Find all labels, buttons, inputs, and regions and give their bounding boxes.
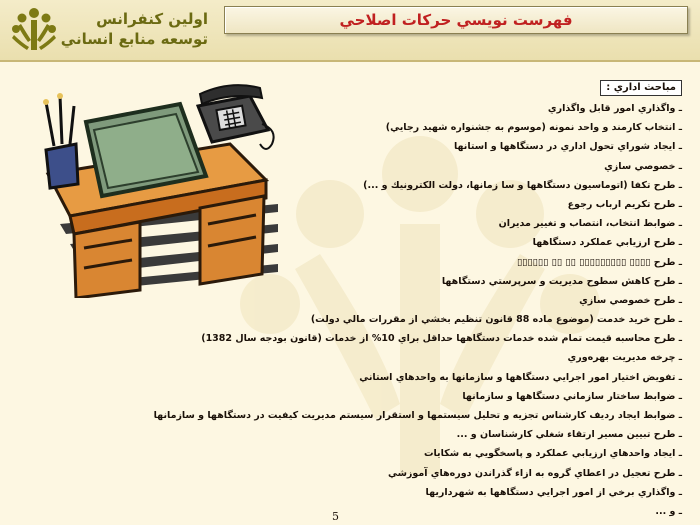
list-item: ـ طرح خريد خدمت (موضوع ماده 88 قانون تنظيم بخشي از مقررات مالي دولت)	[310, 314, 682, 326]
list-item: ـ طرح تبيين مسير ارتقاء شغلي كارشناسان و ...	[456, 429, 682, 441]
list-items	[153, 99, 682, 521]
list-heading: مباحث اداري :	[600, 80, 682, 96]
page-title: فهرست نويسي حركات اصلاحي	[339, 11, 573, 29]
list-item: ـ طرح تعجيل در اعطاي گروه به ازاء گذراندن دوره‌هاي آموزشي	[387, 467, 682, 479]
header-bar	[0, 0, 700, 62]
list-item: ـ انتخاب كارمند و واحد نمونه (موسوم به جشنواره شهيد رجايي)	[385, 122, 682, 134]
list-item: ـ طرح تكريم ارباب رجوع	[567, 198, 682, 210]
conference-logo-icon	[8, 6, 60, 56]
list-item: ـ واگذاري امور قابل واگذاري	[547, 103, 682, 114]
list-item: ـ و ...	[655, 505, 682, 517]
logo-line-1: اولين كنفرانس	[96, 10, 208, 28]
list-item: ـ ضوابط ايجاد رديف كارشناس تجزيه و تحليل سيستمها و استقرار سيستم مديريت كيفيت در دستگاهها و سازمانها	[153, 410, 682, 421]
list-item: ـ واگذاري برخي از امور اجرايي دستگاهها به شهرداريها	[425, 486, 682, 498]
page-number: 5	[332, 510, 339, 523]
list-item: ـ ايجاد واحدهاي ارزيابي عملكرد و پاسخگويي به شكايات	[423, 448, 682, 460]
list-item: ـ طرح تكفا (اتوماسيون دستگاهها و سا زمانها، دولت الكترونيك و ...)	[363, 179, 682, 191]
reform-list	[153, 75, 682, 521]
list-item: ـ طرح ارزيابي عملكرد دستگاهها	[532, 237, 682, 249]
title-box	[224, 6, 688, 34]
list-item: ـ طرح محاسبه قيمت تمام شده خدمات دستگاهها حداقل براي 10% از خدمات (قانون بودجه سال 1382)	[201, 333, 682, 345]
list-item: ـ خصوصي سازي	[604, 160, 682, 172]
list-item: ـ ضوابط ساختار سازماني دستگاهها و سازمانها	[462, 390, 682, 402]
conference-logo	[8, 6, 208, 56]
list-item: ـ چرخه مديريت بهره‌وري	[567, 352, 682, 364]
list-item: ـ طرح ▯▯▯▯ ▯▯▯▯▯▯▯▯▯ ▯▯ ▯▯ ▯▯▯▯▯▯	[516, 256, 682, 268]
logo-line-2: توسعه منابع انساني	[60, 30, 208, 48]
list-item: ـ ايجاد شوراي تحول اداري در دستگاهها و استانها	[453, 141, 682, 153]
list-item: ـ ضوابط انتخاب، انتصاب و تغيير مديران	[498, 218, 682, 230]
list-item: ـ طرح خصوصي سازي	[579, 294, 682, 306]
list-item: ـ تفويض اختيار امور اجرايي دستگاهها و سازمانها به واحدهاي استاني	[359, 371, 682, 383]
list-item: ـ طرح كاهش سطوح مديريت و سرپرستي دستگاهها	[441, 275, 682, 287]
